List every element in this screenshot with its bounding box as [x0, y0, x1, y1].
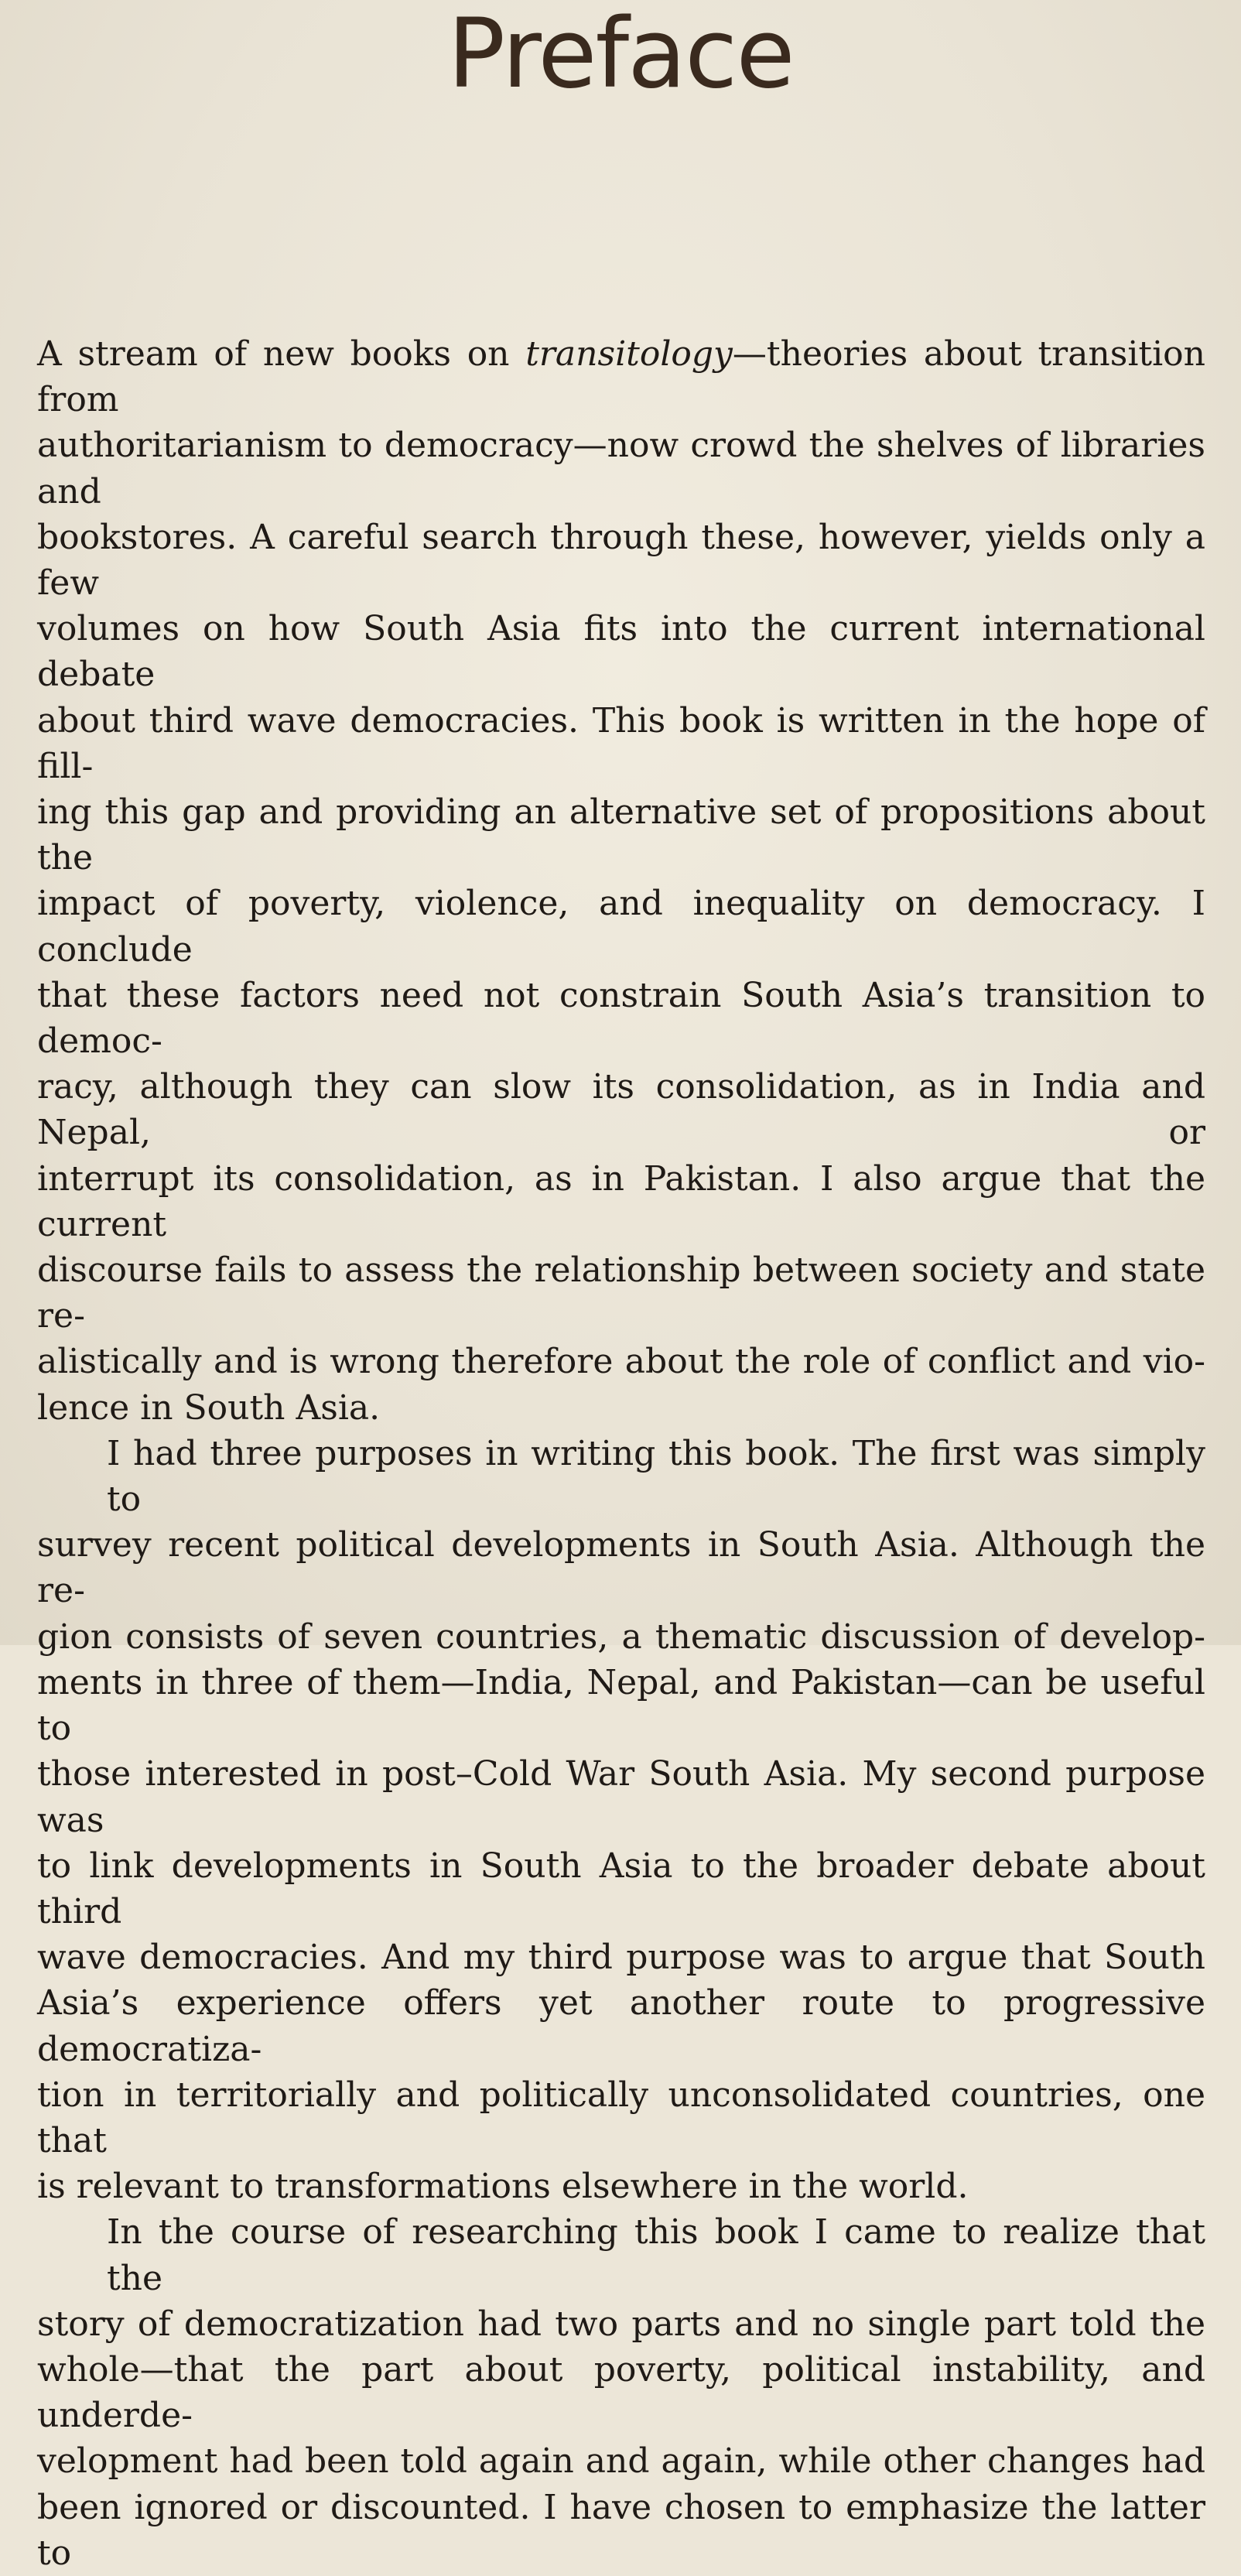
text-line: velopment had been told again and again, while other changes had	[37, 2441, 1205, 2482]
text-line: In the course of researching this book I came to realize that the	[107, 2212, 1205, 2298]
text-line: bookstores. A careful search through these, however, yields only a few	[37, 517, 1205, 604]
text-line: ing this gap and providing an alternative set of propositions about the	[37, 792, 1205, 878]
text-line: ments in three of them—India, Nepal, and Pakistan—can be useful to	[37, 1662, 1205, 1749]
text-line: to link developments in South Asia to the broader debate about third	[37, 1846, 1205, 1931]
text-line: I had three purposes in writing this book. The first was simply to	[107, 1433, 1205, 1520]
page-title: Preface	[447, 0, 794, 110]
body-text	[37, 331, 1205, 2576]
text-line: those interested in post–Cold War South Asia. My second purpose was	[37, 1754, 1205, 1840]
text-line: is relevant to transformations elsewhere in the world.	[37, 2167, 969, 2207]
paragraph-3	[37, 2209, 1205, 2576]
text-run: A stream of new books on	[37, 334, 526, 374]
text-line: lence in South Asia.	[37, 1387, 381, 1428]
text-line: survey recent political developments in South Asia. Although the re-	[37, 1525, 1205, 1611]
text-line: impact of poverty, violence, and inequality on democracy. I conclude	[37, 884, 1205, 970]
text-line: interrupt its consolidation, as in Pakistan. I also argue that the current	[37, 1158, 1205, 1244]
text-run: —theories about transition from	[37, 334, 1205, 420]
text-line: racy, although they can slow its consolidation, as in India and Nepal, or	[37, 1067, 1205, 1153]
paragraph-2	[37, 1431, 1205, 2209]
text-line	[37, 331, 1205, 422]
text-line: authoritarianism to democracy—now crowd the shelves of libraries and	[37, 426, 1205, 511]
text-line: story of democratization had two parts and no single part told the	[37, 2304, 1205, 2344]
text-line: gion consists of seven countries, a thematic discussion of develop-	[37, 1616, 1205, 1657]
text-line: volumes on how South Asia fits into the current international debate	[37, 609, 1205, 695]
italic-term: transitology	[525, 334, 733, 374]
text-line: about third wave democracies. This book is written in the hope of fill-	[37, 700, 1205, 786]
text-line: discourse fails to assess the relationship between society and state re-	[37, 1250, 1205, 1336]
text-line: wave democracies. And my third purpose was to argue that South	[37, 1938, 1205, 1978]
text-line: Asia’s experience offers yet another route to progressive democratiza-	[37, 1983, 1205, 2069]
text-line: been ignored or discounted. I have chosen to emphasize the latter to	[37, 2487, 1205, 2573]
text-line: that these factors need not constrain South Asia’s transition to democ-	[37, 975, 1205, 1062]
text-line: whole—that the part about poverty, political instability, and underde-	[37, 2349, 1205, 2436]
text-line: alistically and is wrong therefore about the role of conflict and vio-	[37, 1342, 1205, 1382]
text-line: tion in territorially and politically unconsolidated countries, one that	[37, 2075, 1205, 2160]
paragraph-1	[37, 331, 1205, 1431]
